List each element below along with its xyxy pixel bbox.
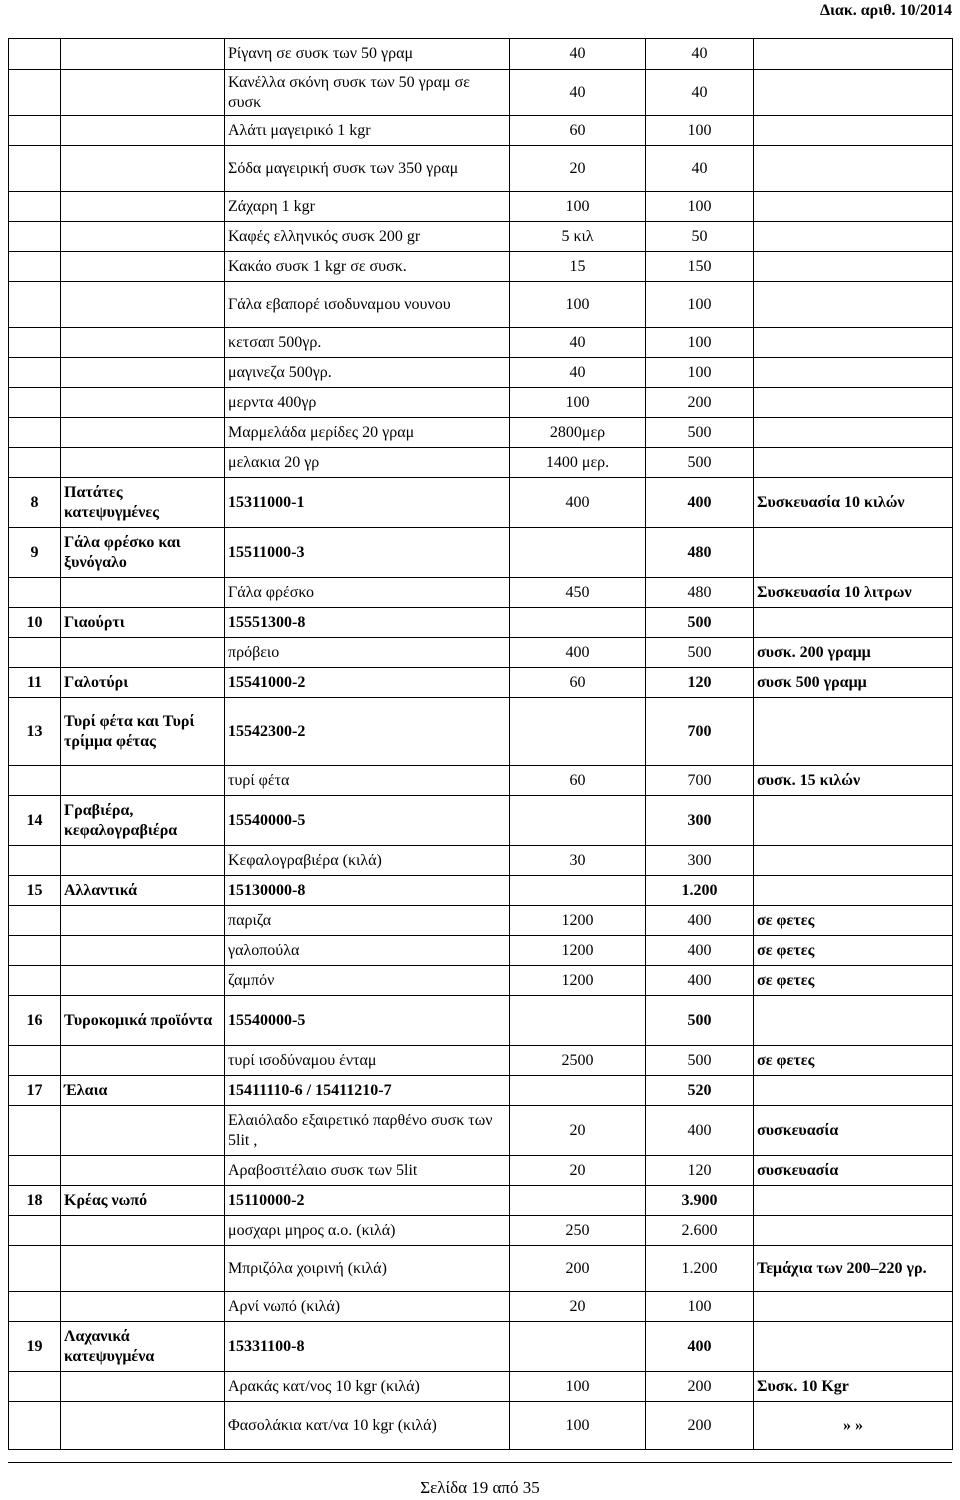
row-number-empty <box>9 578 61 608</box>
quantity-2: 3.900 <box>646 1186 754 1216</box>
row-number-empty <box>9 1216 61 1246</box>
item-description: Κακάο συσκ 1 kgr σε συσκ. <box>225 252 510 282</box>
quantity-2: 200 <box>646 388 754 418</box>
quantity-1: 400 <box>510 638 646 668</box>
quantity-2: 200 <box>646 1402 754 1450</box>
quantity-1: 20 <box>510 1106 646 1156</box>
item-row <box>9 578 953 608</box>
category-name-empty <box>61 846 225 876</box>
quantity-1: 100 <box>510 388 646 418</box>
row-number: 8 <box>9 478 61 528</box>
category-name-empty <box>61 252 225 282</box>
item-row <box>9 70 953 116</box>
row-number-empty <box>9 966 61 996</box>
item-description: κετσαπ 500γρ. <box>225 328 510 358</box>
row-number: 9 <box>9 528 61 578</box>
packaging-note <box>754 70 953 116</box>
packaging-note <box>754 1186 953 1216</box>
cpv-code: 15110000-2 <box>225 1186 510 1216</box>
quantity-1 <box>510 1186 646 1216</box>
packaging-note: Συσκευασία 10 λιτρων <box>754 578 953 608</box>
item-row <box>9 116 953 146</box>
category-name-empty <box>61 1106 225 1156</box>
quantity-2: 400 <box>646 478 754 528</box>
cpv-code: 15331100-8 <box>225 1322 510 1372</box>
quantity-2: 2.600 <box>646 1216 754 1246</box>
quantity-1: 40 <box>510 70 646 116</box>
quantity-1: 20 <box>510 146 646 192</box>
cpv-code: 15541000-2 <box>225 668 510 698</box>
quantity-2: 400 <box>646 936 754 966</box>
packaging-note <box>754 222 953 252</box>
quantity-2: 100 <box>646 192 754 222</box>
quantity-1: 20 <box>510 1156 646 1186</box>
item-row <box>9 1402 953 1450</box>
packaging-note <box>754 876 953 906</box>
quantity-1: 40 <box>510 39 646 70</box>
item-description: πρόβειο <box>225 638 510 668</box>
row-number: 11 <box>9 668 61 698</box>
item-description: Αραβοσιτέλαιο συσκ των 5lit <box>225 1156 510 1186</box>
category-name: Γαλοτύρι <box>61 668 225 698</box>
category-row <box>9 1186 953 1216</box>
cpv-code: 15551300-8 <box>225 608 510 638</box>
quantity-2: 100 <box>646 116 754 146</box>
row-number-empty <box>9 70 61 116</box>
row-number-empty <box>9 1246 61 1292</box>
quantity-1: 5 κιλ <box>510 222 646 252</box>
packaging-note <box>754 146 953 192</box>
quantity-2: 520 <box>646 1076 754 1106</box>
item-description: μοσχαρι μηρος α.ο. (κιλά) <box>225 1216 510 1246</box>
quantity-1: 60 <box>510 668 646 698</box>
row-number: 15 <box>9 876 61 906</box>
quantity-2: 100 <box>646 1292 754 1322</box>
quantity-2: 500 <box>646 608 754 638</box>
cpv-code: 15130000-8 <box>225 876 510 906</box>
category-row <box>9 796 953 846</box>
packaging-note: συσκ 500 γραμμ <box>754 668 953 698</box>
quantity-1: 60 <box>510 116 646 146</box>
row-number-empty <box>9 358 61 388</box>
quantity-1 <box>510 876 646 906</box>
category-name-empty <box>61 1246 225 1292</box>
packaging-note: σε φετες <box>754 936 953 966</box>
row-number: 19 <box>9 1322 61 1372</box>
item-description: τυρί φέτα <box>225 766 510 796</box>
category-name-empty <box>61 1402 225 1450</box>
quantity-2: 400 <box>646 1322 754 1372</box>
row-number-empty <box>9 222 61 252</box>
supplies-table <box>8 38 953 1450</box>
quantity-2: 40 <box>646 146 754 192</box>
item-description: ζαμπόν <box>225 966 510 996</box>
item-description: μελακια 20 γρ <box>225 448 510 478</box>
item-description: Ελαιόλαδο εξαιρετικό παρθένο συσκ των 5lit , <box>225 1106 510 1156</box>
row-number-empty <box>9 1046 61 1076</box>
packaging-note <box>754 418 953 448</box>
item-description: γαλοπούλα <box>225 936 510 966</box>
quantity-1 <box>510 1322 646 1372</box>
quantity-2: 400 <box>646 906 754 936</box>
quantity-1: 100 <box>510 1372 646 1402</box>
category-name-empty <box>61 222 225 252</box>
packaging-note: Συσκευασία 10 κιλών <box>754 478 953 528</box>
packaging-note <box>754 39 953 70</box>
packaging-note: συσκευασία <box>754 1106 953 1156</box>
row-number-empty <box>9 1156 61 1186</box>
category-name-empty <box>61 1046 225 1076</box>
category-name: Αλλαντικά <box>61 876 225 906</box>
category-row <box>9 478 953 528</box>
category-name-empty <box>61 766 225 796</box>
quantity-2: 500 <box>646 996 754 1046</box>
quantity-1: 1200 <box>510 966 646 996</box>
quantity-2: 480 <box>646 578 754 608</box>
packaging-note <box>754 252 953 282</box>
item-description: Αρνί νωπό (κιλά) <box>225 1292 510 1322</box>
quantity-2: 40 <box>646 70 754 116</box>
item-description: μαγινεζα 500γρ. <box>225 358 510 388</box>
quantity-2: 500 <box>646 418 754 448</box>
item-row <box>9 906 953 936</box>
item-description: Μπριζόλα χοιρινή (κιλά) <box>225 1246 510 1292</box>
cpv-code: 15411110-6 / 15411210-7 <box>225 1076 510 1106</box>
item-description: Σόδα μαγειρική συσκ των 350 γραμ <box>225 146 510 192</box>
item-row <box>9 222 953 252</box>
item-row <box>9 1292 953 1322</box>
cpv-code: 15542300-2 <box>225 698 510 766</box>
quantity-1: 100 <box>510 282 646 328</box>
category-name-empty <box>61 70 225 116</box>
quantity-1: 2500 <box>510 1046 646 1076</box>
quantity-1: 1200 <box>510 936 646 966</box>
quantity-1: 1200 <box>510 906 646 936</box>
category-name: Έλαια <box>61 1076 225 1106</box>
item-row <box>9 1156 953 1186</box>
item-description: παριζα <box>225 906 510 936</box>
packaging-note <box>754 846 953 876</box>
item-description: Ρίγανη σε συσκ των 50 γραμ <box>225 39 510 70</box>
quantity-1 <box>510 1076 646 1106</box>
item-row <box>9 1216 953 1246</box>
quantity-1: 40 <box>510 358 646 388</box>
packaging-note <box>754 698 953 766</box>
quantity-2: 100 <box>646 358 754 388</box>
quantity-1: 20 <box>510 1292 646 1322</box>
quantity-1 <box>510 528 646 578</box>
packaging-note <box>754 1216 953 1246</box>
item-row <box>9 1106 953 1156</box>
quantity-1: 15 <box>510 252 646 282</box>
packaging-note <box>754 358 953 388</box>
quantity-2: 40 <box>646 39 754 70</box>
packaging-note <box>754 328 953 358</box>
item-row <box>9 252 953 282</box>
item-row <box>9 966 953 996</box>
item-row <box>9 766 953 796</box>
quantity-2: 50 <box>646 222 754 252</box>
packaging-note: συσκευασία <box>754 1156 953 1186</box>
category-name-empty <box>61 116 225 146</box>
item-row <box>9 418 953 448</box>
packaging-note <box>754 996 953 1046</box>
row-number-empty <box>9 766 61 796</box>
packaging-note <box>754 1292 953 1322</box>
category-name-empty <box>61 638 225 668</box>
row-number-empty <box>9 282 61 328</box>
category-name: Τυροκομικά προϊόντα <box>61 996 225 1046</box>
item-row <box>9 328 953 358</box>
row-number-empty <box>9 39 61 70</box>
category-name-empty <box>61 192 225 222</box>
packaging-note: σε φετες <box>754 906 953 936</box>
category-name-empty <box>61 358 225 388</box>
category-name-empty <box>61 936 225 966</box>
row-number-empty <box>9 906 61 936</box>
category-name-empty <box>61 1216 225 1246</box>
row-number: 13 <box>9 698 61 766</box>
row-number-empty <box>9 846 61 876</box>
row-number-empty <box>9 1292 61 1322</box>
quantity-2: 100 <box>646 328 754 358</box>
item-description: μερντα 400γρ <box>225 388 510 418</box>
category-name-empty <box>61 966 225 996</box>
cpv-code: 15540000-5 <box>225 796 510 846</box>
item-description: Αρακάς κατ/νος 10 kgr (κιλά) <box>225 1372 510 1402</box>
packaging-note: συσκ. 200 γραμμ <box>754 638 953 668</box>
packaging-note: σε φετες <box>754 1046 953 1076</box>
item-description: Κανέλλα σκόνη συσκ των 50 γραμ σε συσκ <box>225 70 510 116</box>
item-row <box>9 192 953 222</box>
category-name-empty <box>61 418 225 448</box>
category-name-empty <box>61 282 225 328</box>
item-row <box>9 39 953 70</box>
item-row <box>9 146 953 192</box>
packaging-note <box>754 282 953 328</box>
category-name-empty <box>61 1292 225 1322</box>
category-row <box>9 1076 953 1106</box>
packaging-note: » » <box>754 1402 953 1450</box>
quantity-1: 60 <box>510 766 646 796</box>
quantity-1 <box>510 698 646 766</box>
packaging-note: Τεμάχια των 200–220 γρ. <box>754 1246 953 1292</box>
row-number: 18 <box>9 1186 61 1216</box>
item-description: Φασολάκια κατ/να 10 kgr (κιλά) <box>225 1402 510 1450</box>
packaging-note <box>754 796 953 846</box>
row-number-empty <box>9 418 61 448</box>
quantity-2: 1.200 <box>646 1246 754 1292</box>
category-name: Γραβιέρα, κεφαλογραβιέρα <box>61 796 225 846</box>
quantity-2: 1.200 <box>646 876 754 906</box>
page-number: Σελίδα 19 από 35 <box>420 1478 540 1497</box>
packaging-note <box>754 1322 953 1372</box>
quantity-2: 300 <box>646 846 754 876</box>
quantity-1: 30 <box>510 846 646 876</box>
category-row <box>9 1322 953 1372</box>
row-number-empty <box>9 146 61 192</box>
quantity-1 <box>510 796 646 846</box>
row-number-empty <box>9 388 61 418</box>
category-name: Κρέας νωπό <box>61 1186 225 1216</box>
item-row <box>9 1372 953 1402</box>
packaging-note <box>754 528 953 578</box>
quantity-2: 500 <box>646 1046 754 1076</box>
packaging-note <box>754 116 953 146</box>
item-row <box>9 1046 953 1076</box>
category-name-empty <box>61 906 225 936</box>
quantity-2: 400 <box>646 966 754 996</box>
item-description: Ζάχαρη 1 kgr <box>225 192 510 222</box>
quantity-1: 40 <box>510 328 646 358</box>
category-name-empty <box>61 448 225 478</box>
document-reference: Διακ. αριθ. 10/2014 <box>819 2 952 19</box>
packaging-note <box>754 608 953 638</box>
quantity-1: 2800μερ <box>510 418 646 448</box>
cpv-code: 15511000-3 <box>225 528 510 578</box>
row-number-empty <box>9 252 61 282</box>
quantity-2: 480 <box>646 528 754 578</box>
row-number: 10 <box>9 608 61 638</box>
packaging-note <box>754 192 953 222</box>
packaging-note: σε φετες <box>754 966 953 996</box>
quantity-2: 100 <box>646 282 754 328</box>
footer-divider <box>8 1462 952 1463</box>
cpv-code: 15311000-1 <box>225 478 510 528</box>
quantity-2: 120 <box>646 668 754 698</box>
quantity-2: 150 <box>646 252 754 282</box>
quantity-1: 100 <box>510 1402 646 1450</box>
row-number-empty <box>9 1372 61 1402</box>
category-name: Λαχανικά κατεψυγμένα <box>61 1322 225 1372</box>
quantity-2: 200 <box>646 1372 754 1402</box>
category-name: Γιαούρτι <box>61 608 225 638</box>
item-description: τυρί ισοδύναμου ένταμ <box>225 1046 510 1076</box>
row-number-empty <box>9 1106 61 1156</box>
quantity-2: 400 <box>646 1106 754 1156</box>
category-row <box>9 698 953 766</box>
quantity-2: 500 <box>646 638 754 668</box>
category-name-empty <box>61 1156 225 1186</box>
category-name-empty <box>61 328 225 358</box>
category-name-empty <box>61 39 225 70</box>
category-name-empty <box>61 388 225 418</box>
category-row <box>9 876 953 906</box>
packaging-note <box>754 448 953 478</box>
category-name-empty <box>61 578 225 608</box>
quantity-1: 1400 μερ. <box>510 448 646 478</box>
category-row <box>9 996 953 1046</box>
quantity-2: 120 <box>646 1156 754 1186</box>
quantity-2: 300 <box>646 796 754 846</box>
packaging-note: Συσκ. 10 Kgr <box>754 1372 953 1402</box>
quantity-1: 400 <box>510 478 646 528</box>
item-description: Γάλα εβαπορέ ισοδυναμου νουνου <box>225 282 510 328</box>
category-name: Γάλα φρέσκο και ξυνόγαλο <box>61 528 225 578</box>
item-row <box>9 936 953 966</box>
row-number-empty <box>9 448 61 478</box>
row-number: 14 <box>9 796 61 846</box>
item-row <box>9 388 953 418</box>
category-row <box>9 668 953 698</box>
packaging-note <box>754 1076 953 1106</box>
category-name: Τυρί φέτα και Τυρί τρίμμα φέτας <box>61 698 225 766</box>
quantity-2: 500 <box>646 448 754 478</box>
item-description: Καφές ελληνικός συσκ 200 gr <box>225 222 510 252</box>
quantity-1: 200 <box>510 1246 646 1292</box>
item-row <box>9 846 953 876</box>
item-row <box>9 448 953 478</box>
packaging-note: συσκ. 15 κιλών <box>754 766 953 796</box>
item-description: Κεφαλογραβιέρα (κιλά) <box>225 846 510 876</box>
item-row <box>9 358 953 388</box>
row-number: 17 <box>9 1076 61 1106</box>
category-name: Πατάτες κατεψυγμένες <box>61 478 225 528</box>
category-name-empty <box>61 146 225 192</box>
row-number-empty <box>9 116 61 146</box>
category-name-empty <box>61 1372 225 1402</box>
cpv-code: 15540000-5 <box>225 996 510 1046</box>
category-row <box>9 528 953 578</box>
row-number-empty <box>9 1402 61 1450</box>
row-number-empty <box>9 328 61 358</box>
quantity-1 <box>510 996 646 1046</box>
row-number-empty <box>9 936 61 966</box>
quantity-1: 250 <box>510 1216 646 1246</box>
item-row <box>9 638 953 668</box>
row-number-empty <box>9 638 61 668</box>
item-row <box>9 1246 953 1292</box>
packaging-note <box>754 388 953 418</box>
item-description: Γάλα φρέσκο <box>225 578 510 608</box>
quantity-2: 700 <box>646 698 754 766</box>
quantity-1: 100 <box>510 192 646 222</box>
item-description: Μαρμελάδα μερίδες 20 γραμ <box>225 418 510 448</box>
row-number: 16 <box>9 996 61 1046</box>
category-row <box>9 608 953 638</box>
row-number-empty <box>9 192 61 222</box>
quantity-1 <box>510 608 646 638</box>
item-row <box>9 282 953 328</box>
quantity-1: 450 <box>510 578 646 608</box>
quantity-2: 700 <box>646 766 754 796</box>
item-description: Αλάτι μαγειρικό 1 kgr <box>225 116 510 146</box>
